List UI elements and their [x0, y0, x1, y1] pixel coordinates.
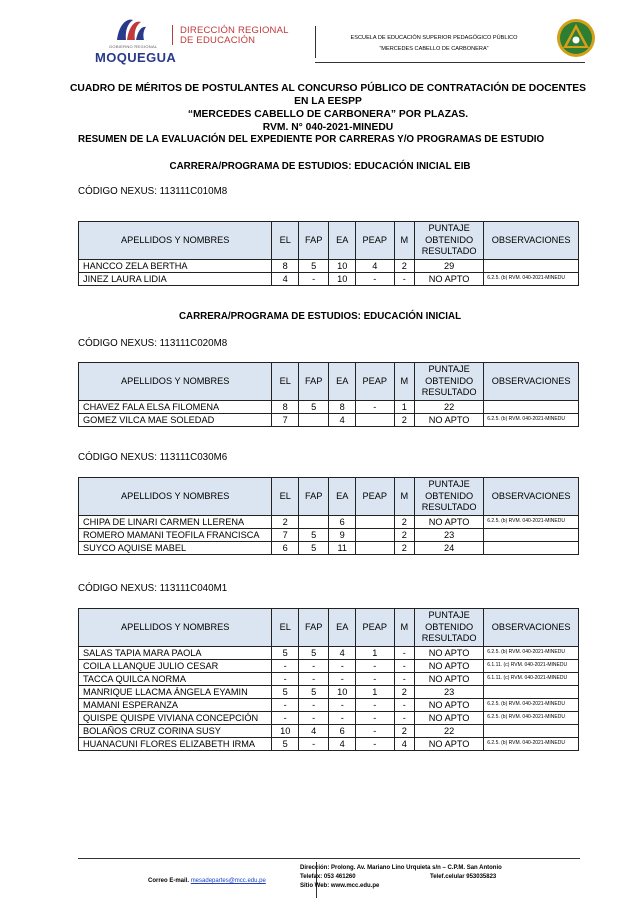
cell-result: 23: [415, 686, 484, 699]
school-name: [330, 33, 538, 55]
cell-m: 2: [394, 516, 414, 529]
header-puntaje: [415, 609, 484, 647]
cell-peap: [355, 414, 394, 427]
cell-observation: [484, 401, 579, 414]
cell-fap: -: [298, 660, 329, 673]
cell-el: 10: [272, 725, 298, 738]
cell-ea: 4: [329, 738, 355, 751]
header-ea: EA: [329, 222, 355, 260]
cell-name: CHAVEZ FALA ELSA FILOMENA: [79, 401, 272, 414]
divider: [78, 858, 580, 859]
header-obs: OBSERVACIONES: [484, 222, 579, 260]
title-line-3: RVM. N° 040-2021-MINEDU: [262, 122, 394, 133]
header-el: EL: [272, 222, 298, 260]
cell-name: QUISPE QUISPE VIVIANA CONCEPCIÓN: [79, 712, 272, 725]
cell-m: -: [394, 699, 414, 712]
cell-el: 2: [272, 516, 298, 529]
school-line-1: ESCUELA DE EDUCACIÓN SUPERIOR PEDAGÓGICO PÚBLICO: [350, 35, 518, 41]
cell-m: 2: [394, 542, 414, 555]
table-row: [79, 260, 579, 273]
cell-ea: 6: [329, 725, 355, 738]
nexus-code: CÓDIGO NEXUS: 113111C030M6: [78, 452, 228, 463]
cell-peap: -: [355, 712, 394, 725]
header-puntaje-line: PUNTAJE: [428, 364, 470, 375]
cell-peap: 4: [355, 260, 394, 273]
page-header: [0, 0, 640, 75]
cell-el: -: [272, 712, 298, 725]
cell-fap: 5: [298, 542, 329, 555]
cell-result: 23: [415, 529, 484, 542]
cell-el: -: [272, 673, 298, 686]
cell-fap: [298, 516, 329, 529]
results-table: [78, 221, 579, 286]
cell-peap: -: [355, 725, 394, 738]
cell-ea: 10: [329, 273, 355, 286]
results-table: [78, 608, 579, 751]
header-ea: EA: [329, 478, 355, 516]
header-name: APELLIDOS Y NOMBRES: [79, 222, 272, 260]
cell-fap: 5: [298, 686, 329, 699]
header-puntaje-line: PUNTAJE: [428, 223, 470, 234]
document-title: [70, 82, 586, 134]
cell-peap: -: [355, 401, 394, 414]
cell-result: NO APTO: [415, 699, 484, 712]
header-puntaje-line: OBTENIDO: [425, 375, 474, 386]
cell-fap: 5: [298, 260, 329, 273]
cell-observation: [484, 260, 579, 273]
cell-fap: 5: [298, 529, 329, 542]
header-el: EL: [272, 363, 298, 401]
header-fap: FAP: [298, 222, 329, 260]
cell-observation: [484, 542, 579, 555]
header-obs: OBSERVACIONES: [484, 363, 579, 401]
title-line-1: CUADRO DE MÉRITOS DE POSTULANTES AL CONCURSO PÚBLICO DE CONTRATACIÓN DE DOCENTES EN LA EESPP: [70, 83, 587, 107]
cell-peap: [355, 529, 394, 542]
header-peap: PEAP: [355, 609, 394, 647]
table-header-row: [79, 222, 579, 260]
cell-el: 7: [272, 529, 298, 542]
dre-line-1: DIRECCIÓN REGIONAL: [180, 25, 289, 36]
cell-m: -: [394, 660, 414, 673]
cell-el: 4: [272, 273, 298, 286]
email-label: Correo E-mail.: [148, 878, 190, 884]
dre-label: [180, 26, 289, 46]
cell-result: NO APTO: [415, 273, 484, 286]
cell-peap: [355, 542, 394, 555]
school-line-2: “MERCEDES CABELLO DE CARBONERA”: [379, 46, 489, 52]
cell-m: 4: [394, 738, 414, 751]
cell-ea: -: [329, 699, 355, 712]
cell-name: TACCA QUILCA NORMA: [79, 673, 272, 686]
cell-m: 2: [394, 725, 414, 738]
header-obs: OBSERVACIONES: [484, 478, 579, 516]
header-fap: FAP: [298, 363, 329, 401]
email-link[interactable]: mesadepartes@mcc.edu.pe: [190, 878, 266, 884]
nexus-code: CÓDIGO NEXUS: 113111C010M8: [78, 186, 228, 197]
header-puntaje-line: RESULTADO: [421, 502, 477, 513]
moquegua-logo: [95, 14, 177, 65]
cell-m: -: [394, 273, 414, 286]
divider: [172, 25, 173, 45]
header-name: APELLIDOS Y NOMBRES: [79, 478, 272, 516]
header-m: M: [394, 478, 414, 516]
cell-fap: 5: [298, 401, 329, 414]
cell-peap: -: [355, 699, 394, 712]
table-header-row: [79, 363, 579, 401]
cell-observation: [484, 529, 579, 542]
cell-ea: 10: [329, 260, 355, 273]
header-peap: PEAP: [355, 478, 394, 516]
cell-ea: 6: [329, 516, 355, 529]
cell-observation: 6.2.5. (b) RVM. 040-2021-MINEDU: [484, 699, 579, 712]
cell-result: NO APTO: [415, 673, 484, 686]
cell-peap: -: [355, 660, 394, 673]
cell-observation: [484, 686, 579, 699]
cell-el: 5: [272, 686, 298, 699]
cell-ea: 11: [329, 542, 355, 555]
cell-peap: -: [355, 273, 394, 286]
footer-address: Dirección: Prolong. Av. Mariano Lino Urquieta s/n – C.P.M. San Antonio: [300, 865, 502, 871]
cell-observation: 6.2.5. (b) RVM. 040-2021-MINEDU: [484, 647, 579, 660]
divider: [315, 26, 316, 58]
cell-ea: -: [329, 673, 355, 686]
footer-phone: Telefax: 053 461260: [300, 874, 356, 880]
cell-result: NO APTO: [415, 738, 484, 751]
document-subtitle: RESUMEN DE LA EVALUACIÓN DEL EXPEDIENTE POR CARRERAS Y/O PROGRAMAS DE ESTUDIO: [78, 134, 545, 145]
cell-result: NO APTO: [415, 647, 484, 660]
cell-name: SUYCO AQUISE MABEL: [79, 542, 272, 555]
cell-name: MANRIQUE LLACMA ÁNGELA EYAMIN: [79, 686, 272, 699]
cell-observation: 6.2.5. (b) RVM. 040-2021-MINEDU: [484, 414, 579, 427]
cell-result: 22: [415, 401, 484, 414]
table-header-row: [79, 478, 579, 516]
cell-fap: -: [298, 738, 329, 751]
cell-result: 22: [415, 725, 484, 738]
cell-observation: 6.1.11. (c) RVM. 040-2021-MINEDU: [484, 660, 579, 673]
cell-observation: 6.1.11. (c) RVM. 040-2021-MINEDU: [484, 673, 579, 686]
cell-ea: 4: [329, 414, 355, 427]
header-el: EL: [272, 478, 298, 516]
header-puntaje: [415, 363, 484, 401]
header-puntaje-line: RESULTADO: [421, 246, 477, 257]
cell-observation: [484, 725, 579, 738]
cell-el: -: [272, 699, 298, 712]
table-row: [79, 273, 579, 286]
header-peap: PEAP: [355, 222, 394, 260]
header-fap: FAP: [298, 478, 329, 516]
cell-result: NO APTO: [415, 712, 484, 725]
header-puntaje-line: PUNTAJE: [428, 610, 470, 621]
table-row: [79, 673, 579, 686]
cell-fap: 5: [298, 647, 329, 660]
header-puntaje-line: OBTENIDO: [425, 234, 474, 245]
cell-ea: 8: [329, 401, 355, 414]
table-row: [79, 738, 579, 751]
cell-el: 7: [272, 414, 298, 427]
cell-el: 6: [272, 542, 298, 555]
cell-fap: -: [298, 673, 329, 686]
cell-fap: 4: [298, 725, 329, 738]
cell-el: -: [272, 660, 298, 673]
table-row: [79, 725, 579, 738]
cell-peap: -: [355, 738, 394, 751]
header-puntaje: [415, 222, 484, 260]
cell-peap: 1: [355, 647, 394, 660]
cell-el: 5: [272, 738, 298, 751]
header-name: APELLIDOS Y NOMBRES: [79, 363, 272, 401]
results-table: [78, 362, 579, 427]
table-header-row: [79, 609, 579, 647]
table-row: [79, 699, 579, 712]
header-puntaje-line: OBTENIDO: [425, 621, 474, 632]
cell-result: 29: [415, 260, 484, 273]
header-m: M: [394, 609, 414, 647]
logo-name: MOQUEGUA: [95, 50, 177, 65]
title-line-2: “MERCEDES CABELLO DE CARBONERA” POR PLAZAS.: [187, 109, 469, 120]
cell-observation: 6.2.5. (b) RVM. 040-2021-MINEDU: [484, 712, 579, 725]
cell-m: 2: [394, 260, 414, 273]
header-puntaje-line: PUNTAJE: [428, 479, 470, 490]
cell-observation: 6.2.5. (b) RVM. 040-2021-MINEDU: [484, 738, 579, 751]
cell-ea: -: [329, 660, 355, 673]
cell-name: JINEZ LAURA LIDIA: [79, 273, 272, 286]
cell-name: SALAS TAPIA MARA PAOLA: [79, 647, 272, 660]
dre-line-2: DE EDUCACIÓN: [180, 35, 256, 46]
cell-result: 24: [415, 542, 484, 555]
cell-name: BOLAÑOS CRUZ CORINA SUSY: [79, 725, 272, 738]
cell-m: 2: [394, 529, 414, 542]
cell-fap: -: [298, 712, 329, 725]
cell-fap: -: [298, 699, 329, 712]
cell-el: 8: [272, 260, 298, 273]
school-seal-icon: [556, 18, 596, 58]
footer-email: [148, 878, 266, 884]
header-fap: FAP: [298, 609, 329, 647]
cell-el: 8: [272, 401, 298, 414]
cell-fap: -: [298, 273, 329, 286]
header-name: APELLIDOS Y NOMBRES: [79, 609, 272, 647]
header-obs: OBSERVACIONES: [484, 609, 579, 647]
header-puntaje: [415, 478, 484, 516]
header-puntaje-line: RESULTADO: [421, 387, 477, 398]
cell-m: -: [394, 647, 414, 660]
cell-observation: 6.2.5. (b) RVM. 040-2021-MINEDU: [484, 516, 579, 529]
header-puntaje-line: OBTENIDO: [425, 490, 474, 501]
nexus-code: CÓDIGO NEXUS: 113111C040M1: [78, 583, 228, 594]
footer-web: Sitio Web: www.mcc.edu.pe: [300, 883, 380, 889]
cell-peap: 1: [355, 686, 394, 699]
header-puntaje-line: RESULTADO: [421, 633, 477, 644]
cell-m: 2: [394, 414, 414, 427]
cell-m: -: [394, 673, 414, 686]
header-peap: PEAP: [355, 363, 394, 401]
header-el: EL: [272, 609, 298, 647]
header-ea: EA: [329, 363, 355, 401]
cell-name: MAMANI ESPERANZA: [79, 699, 272, 712]
cell-name: HUANACUNI FLORES ELIZABETH IRMA: [79, 738, 272, 751]
header-ea: EA: [329, 609, 355, 647]
cell-name: GOMEZ VILCA MAE SOLEDAD: [79, 414, 272, 427]
cell-peap: [355, 516, 394, 529]
cell-name: HANCCO ZELA BERTHA: [79, 260, 272, 273]
cell-fap: [298, 414, 329, 427]
career-heading-1: CARRERA/PROGRAMA DE ESTUDIOS: EDUCACIÓN INICIAL EIB: [169, 161, 471, 172]
cell-result: NO APTO: [415, 414, 484, 427]
cell-ea: 9: [329, 529, 355, 542]
table-row: [79, 660, 579, 673]
table-row: [79, 401, 579, 414]
divider: [315, 62, 585, 63]
footer-cell: Telef.celular 953035823: [430, 874, 497, 880]
cell-name: COILA LLANQUE JULIO CESAR: [79, 660, 272, 673]
table-row: [79, 414, 579, 427]
cell-el: 5: [272, 647, 298, 660]
nexus-code: CÓDIGO NEXUS: 113111C020M8: [78, 338, 228, 349]
cell-ea: -: [329, 712, 355, 725]
table-row: [79, 712, 579, 725]
table-row: [79, 542, 579, 555]
table-row: [79, 686, 579, 699]
header-m: M: [394, 222, 414, 260]
cell-m: 2: [394, 686, 414, 699]
table-row: [79, 516, 579, 529]
results-table: [78, 477, 579, 555]
career-heading-2: CARRERA/PROGRAMA DE ESTUDIOS: EDUCACIÓN INICIAL: [178, 311, 462, 322]
cell-ea: 10: [329, 686, 355, 699]
cell-m: 1: [394, 401, 414, 414]
cell-name: ROMERO MAMANI TEOFILA FRANCISCA: [79, 529, 272, 542]
moquegua-logo-mark-icon: [113, 14, 149, 44]
cell-m: -: [394, 712, 414, 725]
table-row: [79, 529, 579, 542]
cell-ea: 4: [329, 647, 355, 660]
logo-subtext: GOBIERNO REGIONAL: [109, 44, 158, 49]
cell-result: NO APTO: [415, 516, 484, 529]
header-m: M: [394, 363, 414, 401]
table-row: [79, 647, 579, 660]
cell-result: NO APTO: [415, 660, 484, 673]
cell-observation: 6.2.5. (b) RVM. 040-2021-MINEDU: [484, 273, 579, 286]
cell-peap: -: [355, 673, 394, 686]
cell-name: CHIPA DE LINARI CARMEN LLERENA: [79, 516, 272, 529]
